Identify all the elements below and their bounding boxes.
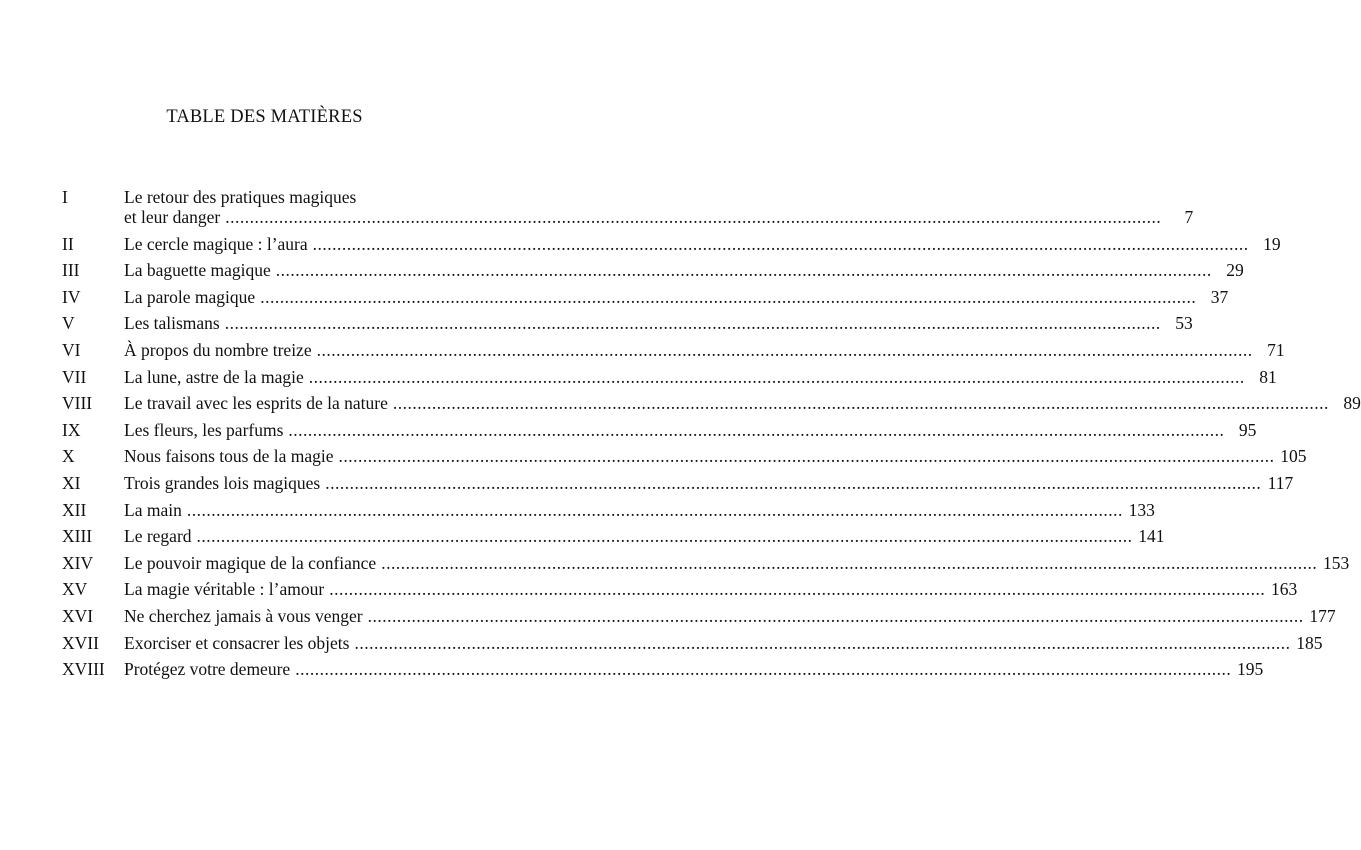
chapter-title: Protégez votre demeure (124, 659, 291, 680)
toc-entry (62, 632, 1323, 653)
dot-leader (225, 207, 1161, 227)
dot-leader (381, 553, 1317, 573)
chapter-number: VIII (62, 393, 93, 414)
dot-leader (338, 446, 1274, 466)
chapter-title: Le regard (124, 526, 192, 547)
chapter-number: III (62, 260, 80, 281)
page-number: 89 (1343, 393, 1361, 414)
chapter-title: La main (124, 499, 182, 520)
chapter-number: VI (62, 339, 81, 360)
chapter-number: IX (62, 419, 81, 440)
chapter-number: XII (62, 499, 87, 520)
chapter-title: Les talismans (124, 313, 220, 334)
chapter-number: XVII (62, 632, 99, 653)
page-number: 177 (1309, 605, 1336, 626)
dot-leader (313, 234, 1249, 254)
chapter-title: Exorciser et consacrer les objets (124, 632, 350, 653)
chapter-title: Le retour des pratiques magiques (124, 187, 357, 207)
chapter-title: La parole magique (124, 286, 256, 307)
chapter-title: La baguette magique (124, 260, 271, 281)
toc-entry (62, 187, 1194, 227)
toc-entry (62, 419, 1257, 440)
dot-leader (260, 287, 1196, 307)
dot-leader (317, 340, 1253, 360)
dot-leader (309, 367, 1245, 387)
page-number: 71 (1267, 339, 1285, 360)
chapter-number: X (62, 446, 75, 467)
chapter-title: À propos du nombre treize (124, 339, 312, 360)
chapter-title: Le cercle magique : l’aura (124, 233, 308, 254)
toc-entry (62, 659, 1264, 680)
page-number: 117 (1267, 472, 1294, 493)
dot-leader (393, 393, 1329, 413)
toc-entry (62, 313, 1193, 334)
toc-entry (62, 260, 1244, 281)
chapter-number: IV (62, 286, 81, 307)
dot-leader (325, 473, 1261, 493)
dot-leader (288, 420, 1224, 440)
chapter-title: Les fleurs, les parfums (124, 419, 284, 440)
dot-leader (197, 526, 1133, 546)
page-title: TABLE DES MATIÈRES (166, 107, 363, 127)
toc-entry (62, 366, 1277, 387)
page-number: 105 (1280, 446, 1307, 467)
page-number: 133 (1128, 499, 1155, 520)
chapter-number: XIV (62, 552, 94, 573)
page-number: 153 (1322, 552, 1350, 573)
toc-entry (62, 472, 1294, 493)
toc-entry (62, 605, 1336, 626)
dot-leader (295, 659, 1231, 679)
chapter-title: La magie véritable : l’amour (124, 579, 325, 600)
chapter-number: XI (62, 472, 81, 493)
dot-leader (276, 260, 1212, 280)
chapter-number: XIII (62, 526, 93, 547)
toc-entry (62, 526, 1165, 547)
chapter-number: V (62, 313, 75, 334)
page-number: 81 (1259, 366, 1277, 387)
toc-entry (62, 233, 1281, 254)
chapter-number: II (62, 233, 74, 254)
chapter-title: Trois grandes lois magiques (124, 472, 321, 493)
page-number: 7 (1184, 207, 1194, 227)
toc-entry (62, 339, 1285, 360)
toc-entry (62, 286, 1229, 307)
page-number: 19 (1263, 233, 1281, 254)
chapter-number: XV (62, 579, 88, 600)
chapter-number: I (62, 187, 68, 207)
dot-leader (368, 606, 1304, 626)
toc-entry (62, 446, 1307, 467)
chapter-title: et leur danger (124, 207, 221, 227)
chapter-title: Nous faisons tous de la magie (124, 446, 334, 467)
chapter-title: La lune, astre de la magie (124, 366, 304, 387)
dot-leader (354, 633, 1290, 653)
chapter-title: Le travail avec les esprits de la nature (124, 393, 388, 414)
page-number: 53 (1175, 313, 1193, 334)
table-of-contents (62, 187, 1361, 686)
page-number: 95 (1238, 419, 1257, 440)
page-number: 37 (1210, 286, 1229, 307)
dot-leader (187, 500, 1123, 520)
page-number: 163 (1270, 579, 1298, 600)
dot-leader (225, 313, 1161, 333)
page-number: 29 (1226, 260, 1244, 281)
page-number: 141 (1138, 526, 1165, 547)
toc-entry (62, 499, 1155, 520)
page-number: 195 (1236, 659, 1264, 680)
chapter-title: Le pouvoir magique de la confiance (124, 552, 377, 573)
dot-leader (329, 579, 1265, 599)
chapter-number: XVIII (62, 659, 105, 680)
chapter-number: VII (62, 366, 87, 387)
chapter-number: XVI (62, 605, 94, 626)
toc-entry (62, 552, 1350, 573)
toc-entry (62, 579, 1298, 600)
page-number: 185 (1296, 632, 1323, 653)
chapter-title: Ne cherchez jamais à vous venger (124, 605, 363, 626)
toc-entry (62, 393, 1361, 414)
